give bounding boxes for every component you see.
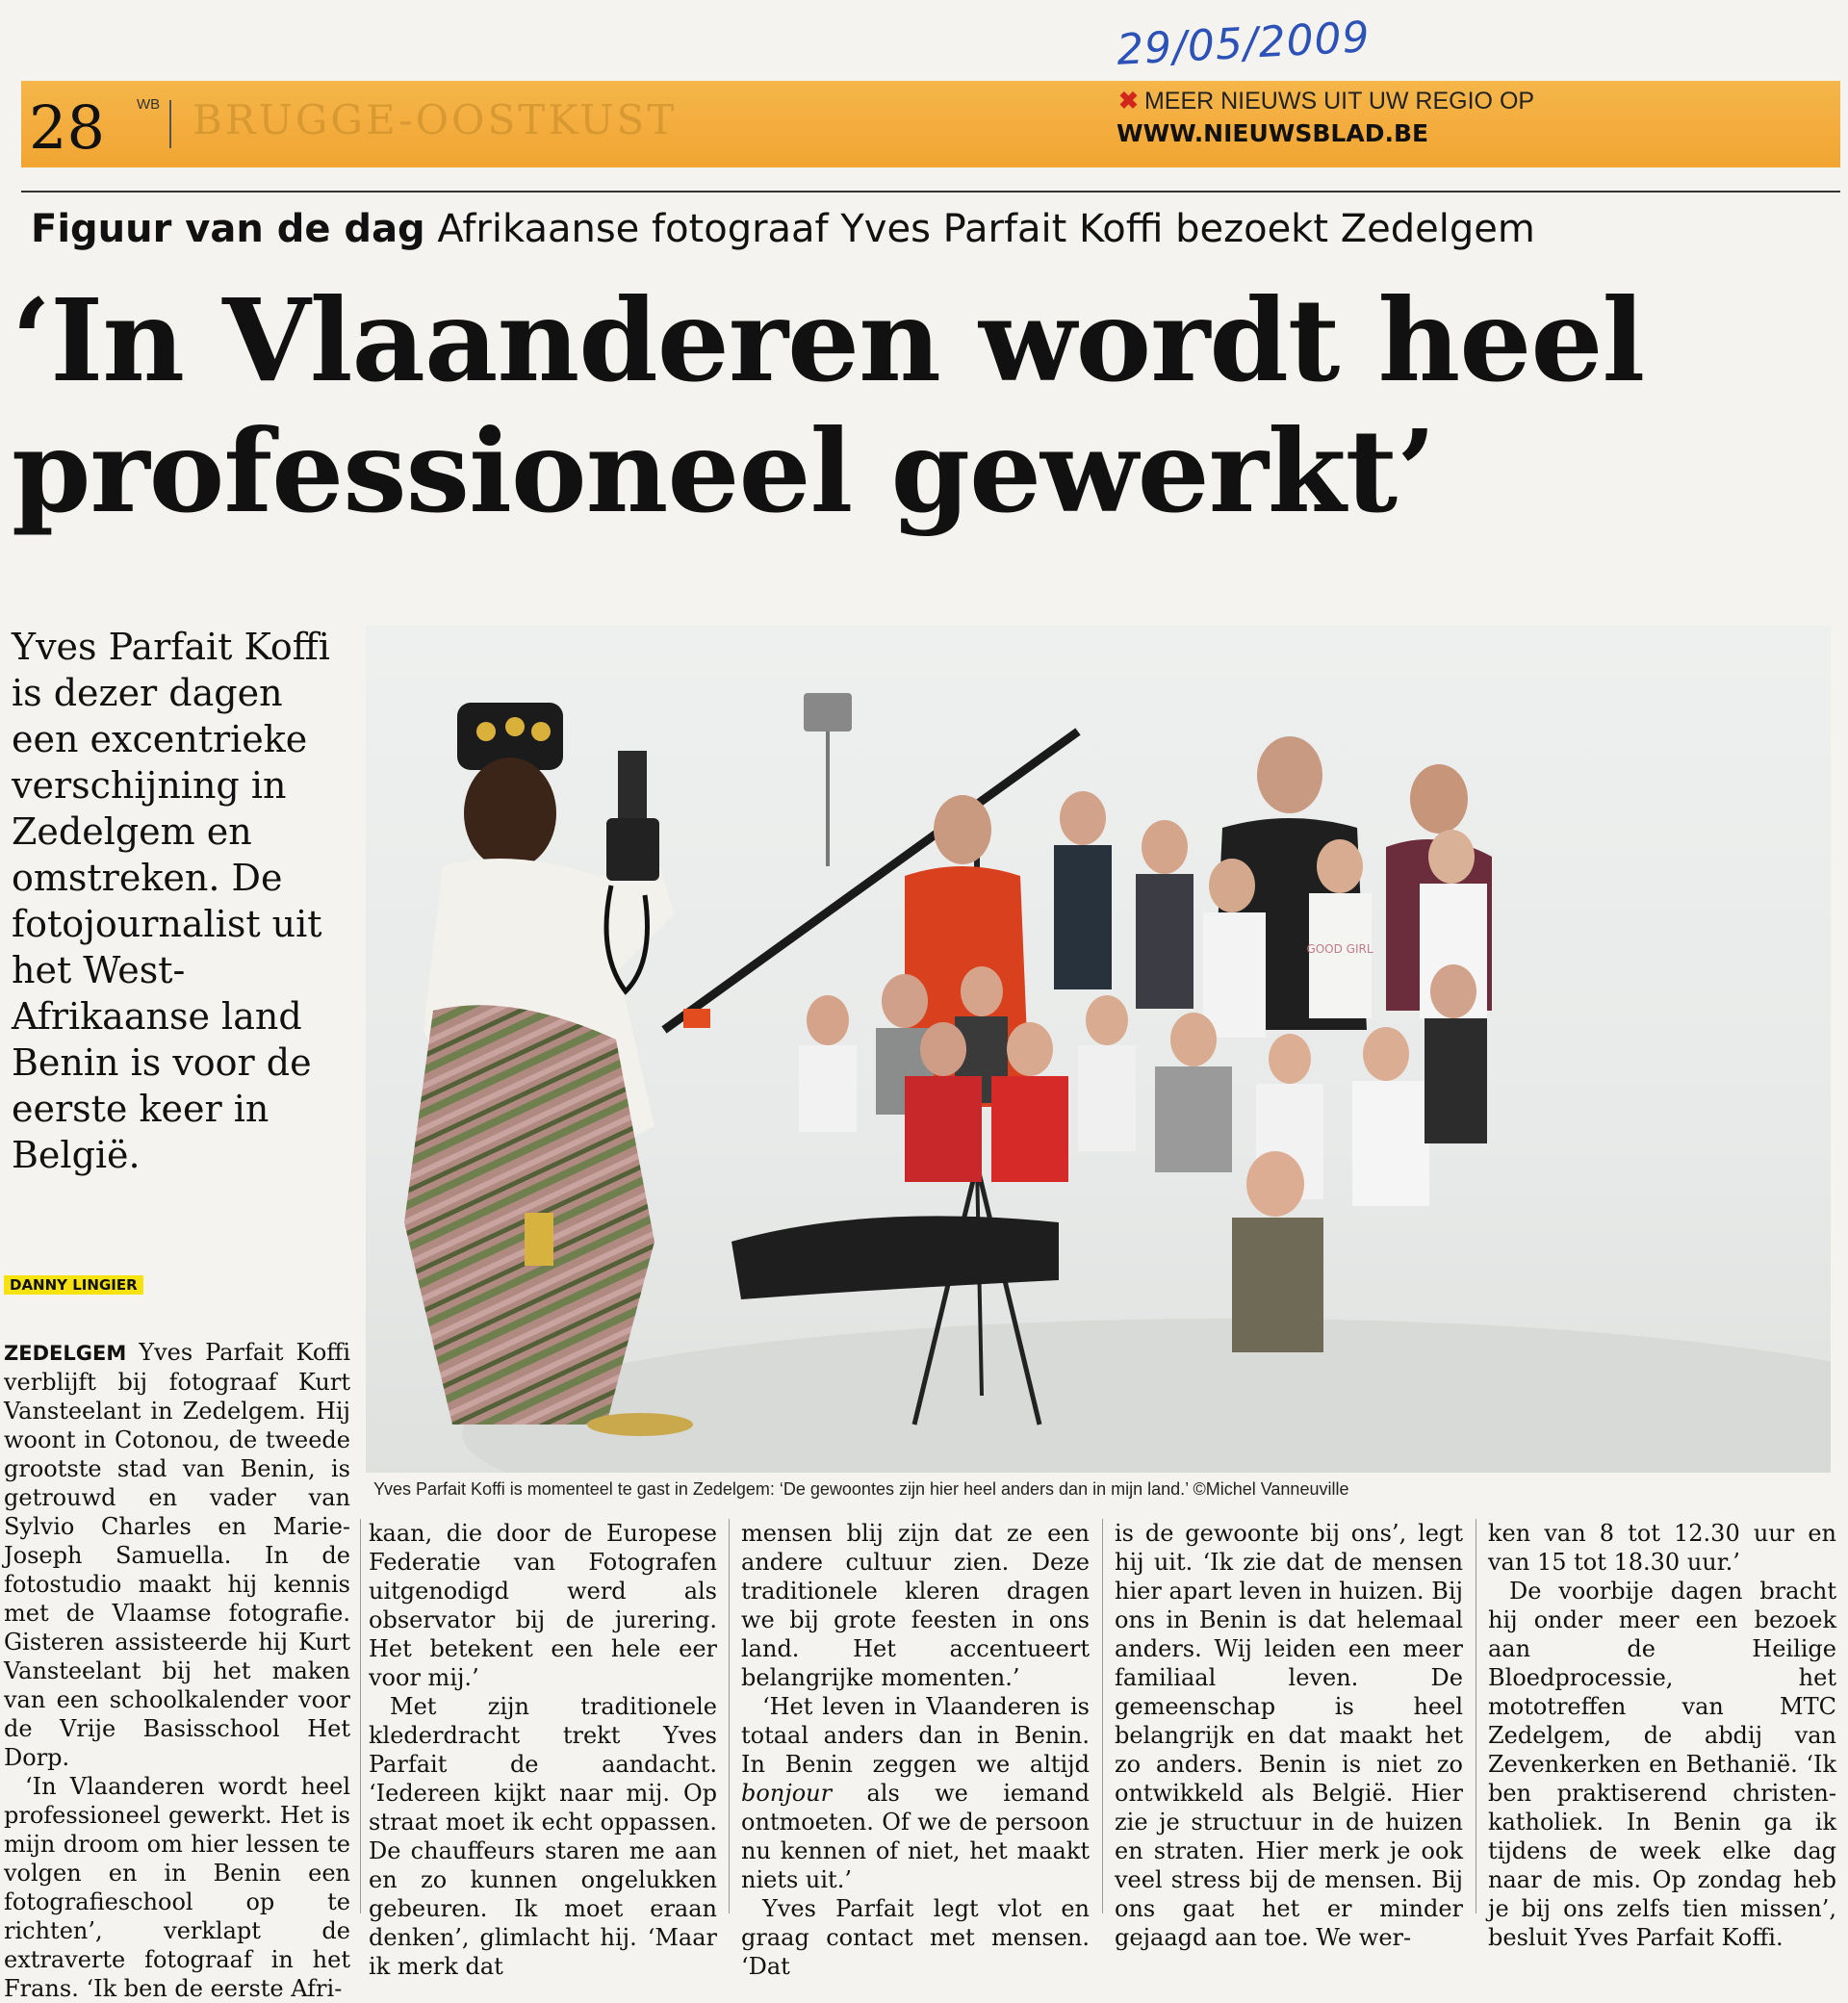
header-rule [21,191,1840,193]
cross-icon: ✖ [1118,88,1139,115]
column-5-text: ken van 8 tot 12.30 uur en van 15 tot 18.30 uur.’ [1488,1520,1836,1576]
handwritten-date: 29/05/2009 [1115,13,1372,75]
shirt-print: GOOD GIRL [1306,942,1373,956]
article-column-5 [1488,1519,1836,1952]
headline-line-2: professioneel gewerkt’ [12,404,1436,538]
article-photo [366,626,1831,1473]
column-3-paragraph-3: Yves Parfait legt vlot en graag contact met mensen. ‘Dat [741,1895,1090,1980]
article-column-1 [4,1338,350,2003]
column-divider [1102,1519,1103,1913]
promo-url: WWW.NIEUWSBLAD.BE [1116,119,1429,147]
column-3-italic-word: bonjour [741,1780,833,1807]
column-divider [729,1519,730,1913]
photographer-figure [404,703,693,1436]
column-3-paragraph-2 [741,1692,1090,1894]
article-kicker [31,207,1535,251]
kicker-text: Afrikaanse fotograaf Yves Parfait Koffi bezoekt Zedelgem [437,207,1535,251]
photo-illustration [366,626,1831,1473]
column-divider [360,1519,361,1913]
column-2-paragraph-2: Met zijn traditionele klederdracht trekt Yves Parfait de aandacht. ‘Iedereen kijkt naar mij. Op straat moet ik echt oppassen. De chauffeurs staren me aan en zo kunnen ongelukken gebeuren. Ik moet eraan denken’, glimlacht hij. ‘Maar ik merk dat [369,1693,717,1980]
edition-code: WB [137,96,161,113]
column-3-text: mensen blij zijn dat ze een andere cultuur zien. Deze traditionele kleren dragen we bij grote feesten in ons land. Het accentueert belangrijke momenten.’ [741,1520,1090,1691]
article-column-2 [369,1519,717,1981]
headline-line-1: ‘In Vlaanderen wordt heel [12,273,1645,407]
promo-text: MEER NIEUWS UIT UW REGIO OP [1143,88,1535,115]
column-2-text: kaan, die door de Europese Federatie van Fotografen uitgenodigd werd als observator bij de jurering. Het betekent een hele eer voor mij.’ [369,1520,717,1691]
article-column-4 [1115,1519,1463,1952]
dateline: ZEDELGEM [4,1342,127,1365]
page-number: 28 [29,92,105,163]
column-5-paragraph-2: De voorbije dagen bracht hij onder meer een bezoek aan de Heilige Bloedprocessie, het mototreffen van MTC Zedelgem, de abdij van Zevenkerken en Bethanië. ‘Ik ben praktiserend christen-katholiek. In Benin ga ik tijdens de week elke dag naar de mis. Op zondag heb je bij ons zelfs tien missen’, besluit Yves Parfait Koffi. [1488,1578,1836,1951]
group-children-seated [732,964,1487,1352]
header-divider [169,100,171,148]
column-4-text: is de gewoonte bij ons’, legt hij uit. ‘Ik zie dat de mensen hier apart leven in huizen. Bij ons in Benin is dat helemaal anders. Wij leiden een meer familiaal leven. De gemeenschap is heel belangrijk en dat maakt het zo anders. Benin is niet zo ontwikkeld als België. Hier zie je structuur in de huizen en straten. Hier merk je ook veel stress bij de mensen. Bij ons gaat het er minder gejaagd aan toe. We wer- [1115,1520,1463,1951]
kicker-label: Figuur van de dag [31,207,425,251]
article-headline [12,275,1831,537]
column-3-paragraph-2-text-b: als we iemand ontmoeten. Of we de persoon nu kennen of niet, het maakt niets uit.’ [741,1780,1090,1893]
byline: DANNY LINGIER [4,1275,143,1295]
article-intro: Yves Parfait Koffi is dezer dagen een excentrieke verschijning in Zedelgem en omstreken. De fotojournalist uit het West-Afrikaanse land Benin is voor de eerste keer in België. [12,626,330,1176]
photo-caption: Yves Parfait Koffi is momenteel te gast in Zedelgem: ‘De gewoontes zijn hier heel anders dan in mijn land.’ ©Michel Vanneuville [373,1479,1349,1499]
column-1-text: Yves Parfait Koffi verblijft bij fotograaf Kurt Vansteelant in Zedelgem. Hij woont in Cotonou, de tweede grootste stad van Benin, is getrouwd en vader van Sylvio Charles en Marie-Joseph Samuella. In de fotostudio maakt hij kennis met de Vlaamse fotografie. Gisteren assisteerde hij Kurt Vansteelant bij het maken van een schoolkalender voor de Vrije Basisschool Het Dorp. [4,1339,350,1771]
promo-line [1118,87,1534,116]
column-1-paragraph-2: ‘In Vlaanderen wordt heel professioneel gewerkt. Het is mijn droom om hier lessen te volgen en in Benin een fotografieschool op te richten’, verklapt de extraverte fotograaf in het Frans. ‘Ik ben de eerste Afri- [4,1773,350,2002]
article-column-3 [741,1519,1090,1981]
column-3-paragraph-2-text-a: ‘Het leven in Vlaanderen is totaal anders dan in Benin. In Benin zeggen we altijd [741,1693,1090,1778]
section-name: BRUGGE-OOSTKUST [192,96,678,143]
